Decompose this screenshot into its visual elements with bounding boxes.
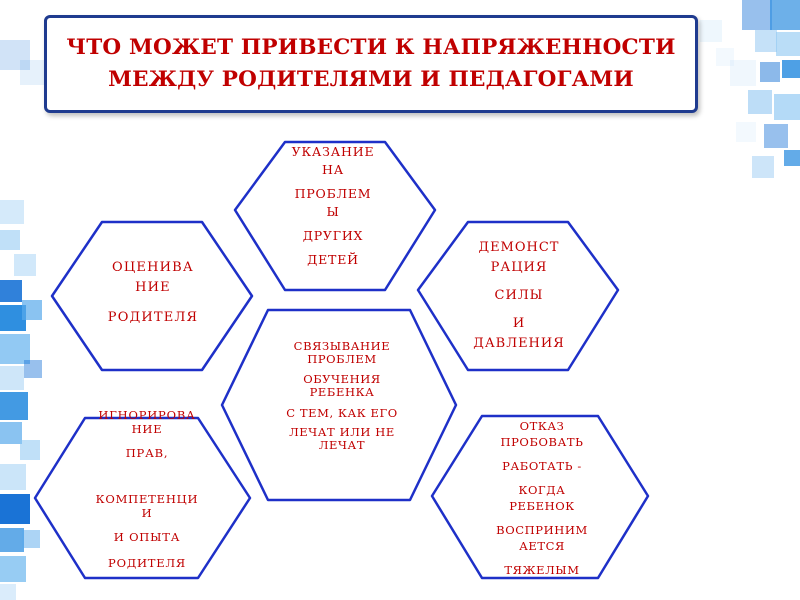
- hex-bottom-left-text: [72, 406, 222, 586]
- hex-center-line: ЛЕЧАТ ИЛИ НЕ: [289, 425, 395, 439]
- hex-left-line: РОДИТЕЛЯ: [107, 310, 199, 325]
- title-line-2: МЕЖДУ РОДИТЕЛЯМИ И ПЕДАГОГАМИ: [108, 67, 634, 92]
- hex-bottom-left-line: КОМПЕТЕНЦИ: [95, 492, 199, 506]
- hex-center-line: СВЯЗЫВАНИЕ: [293, 339, 391, 353]
- hex-bottom-right-line: ПРОБОВАТЬ: [500, 435, 584, 449]
- hex-bottom-left-line: РОДИТЕЛЯ: [108, 556, 186, 570]
- hex-top-text: [262, 140, 404, 300]
- hex-bottom-right-line: РЕБЕНОК: [509, 499, 575, 513]
- hex-bottom-right-text: [470, 418, 614, 578]
- hex-top-line: ДРУГИХ: [302, 228, 364, 243]
- hex-right-line: ДАВЛЕНИЯ: [473, 336, 565, 351]
- hex-center-text: [262, 338, 422, 478]
- hex-bottom-left-line: ПРАВ,: [125, 446, 169, 460]
- hex-bottom-left-line: ИГНОРИРОВА: [98, 408, 196, 422]
- hex-top-line: УКАЗАНИЕ: [291, 144, 375, 159]
- hex-center-line: ОБУЧЕНИЯ: [303, 372, 381, 386]
- hex-bottom-right-line: КОГДА: [518, 483, 566, 497]
- hex-center-line: РЕБЕНКА: [309, 385, 375, 399]
- hex-right-line: И: [512, 316, 526, 331]
- hex-left-line: ОЦЕНИВА: [112, 260, 194, 275]
- hex-bottom-right-line: АЕТСЯ: [519, 539, 565, 553]
- hex-top-line: ПРОБЛЕМ: [294, 186, 372, 201]
- hex-center-line: ПРОБЛЕМ: [307, 352, 377, 366]
- hex-center-line: ЛЕЧАТ: [318, 438, 366, 452]
- hex-bottom-left-line: НИЕ: [131, 422, 163, 436]
- title-line-1: ЧТО МОЖЕТ ПРИВЕСТИ К НАПРЯЖЕННОСТИ: [66, 35, 676, 60]
- hex-bottom-right-line: ОТКАЗ: [519, 419, 565, 433]
- hex-bottom-right-line: ТЯЖЕЛЫМ: [504, 563, 580, 577]
- hex-left-text: [78, 250, 228, 350]
- hex-top-line: Ы: [326, 204, 340, 219]
- hex-right-line: ДЕМОНСТ: [478, 240, 560, 255]
- hex-bottom-right-line: ВОСПРИНИМ: [496, 523, 588, 537]
- hex-top-line: ДЕТЕЙ: [307, 252, 359, 267]
- hex-bottom-right-line: РАБОТАТЬ -: [502, 459, 582, 473]
- hex-right-line: РАЦИЯ: [490, 260, 548, 275]
- hex-left-line: НИЕ: [135, 280, 171, 295]
- hex-top-line: НА: [322, 162, 344, 177]
- hex-bottom-left-line: И ОПЫТА: [113, 530, 181, 544]
- hex-center-line: С ТЕМ, КАК ЕГО: [286, 406, 398, 420]
- hex-bottom-left-line: И: [141, 506, 153, 520]
- hex-right-line: СИЛЫ: [494, 288, 544, 303]
- hex-right-text: [448, 230, 590, 362]
